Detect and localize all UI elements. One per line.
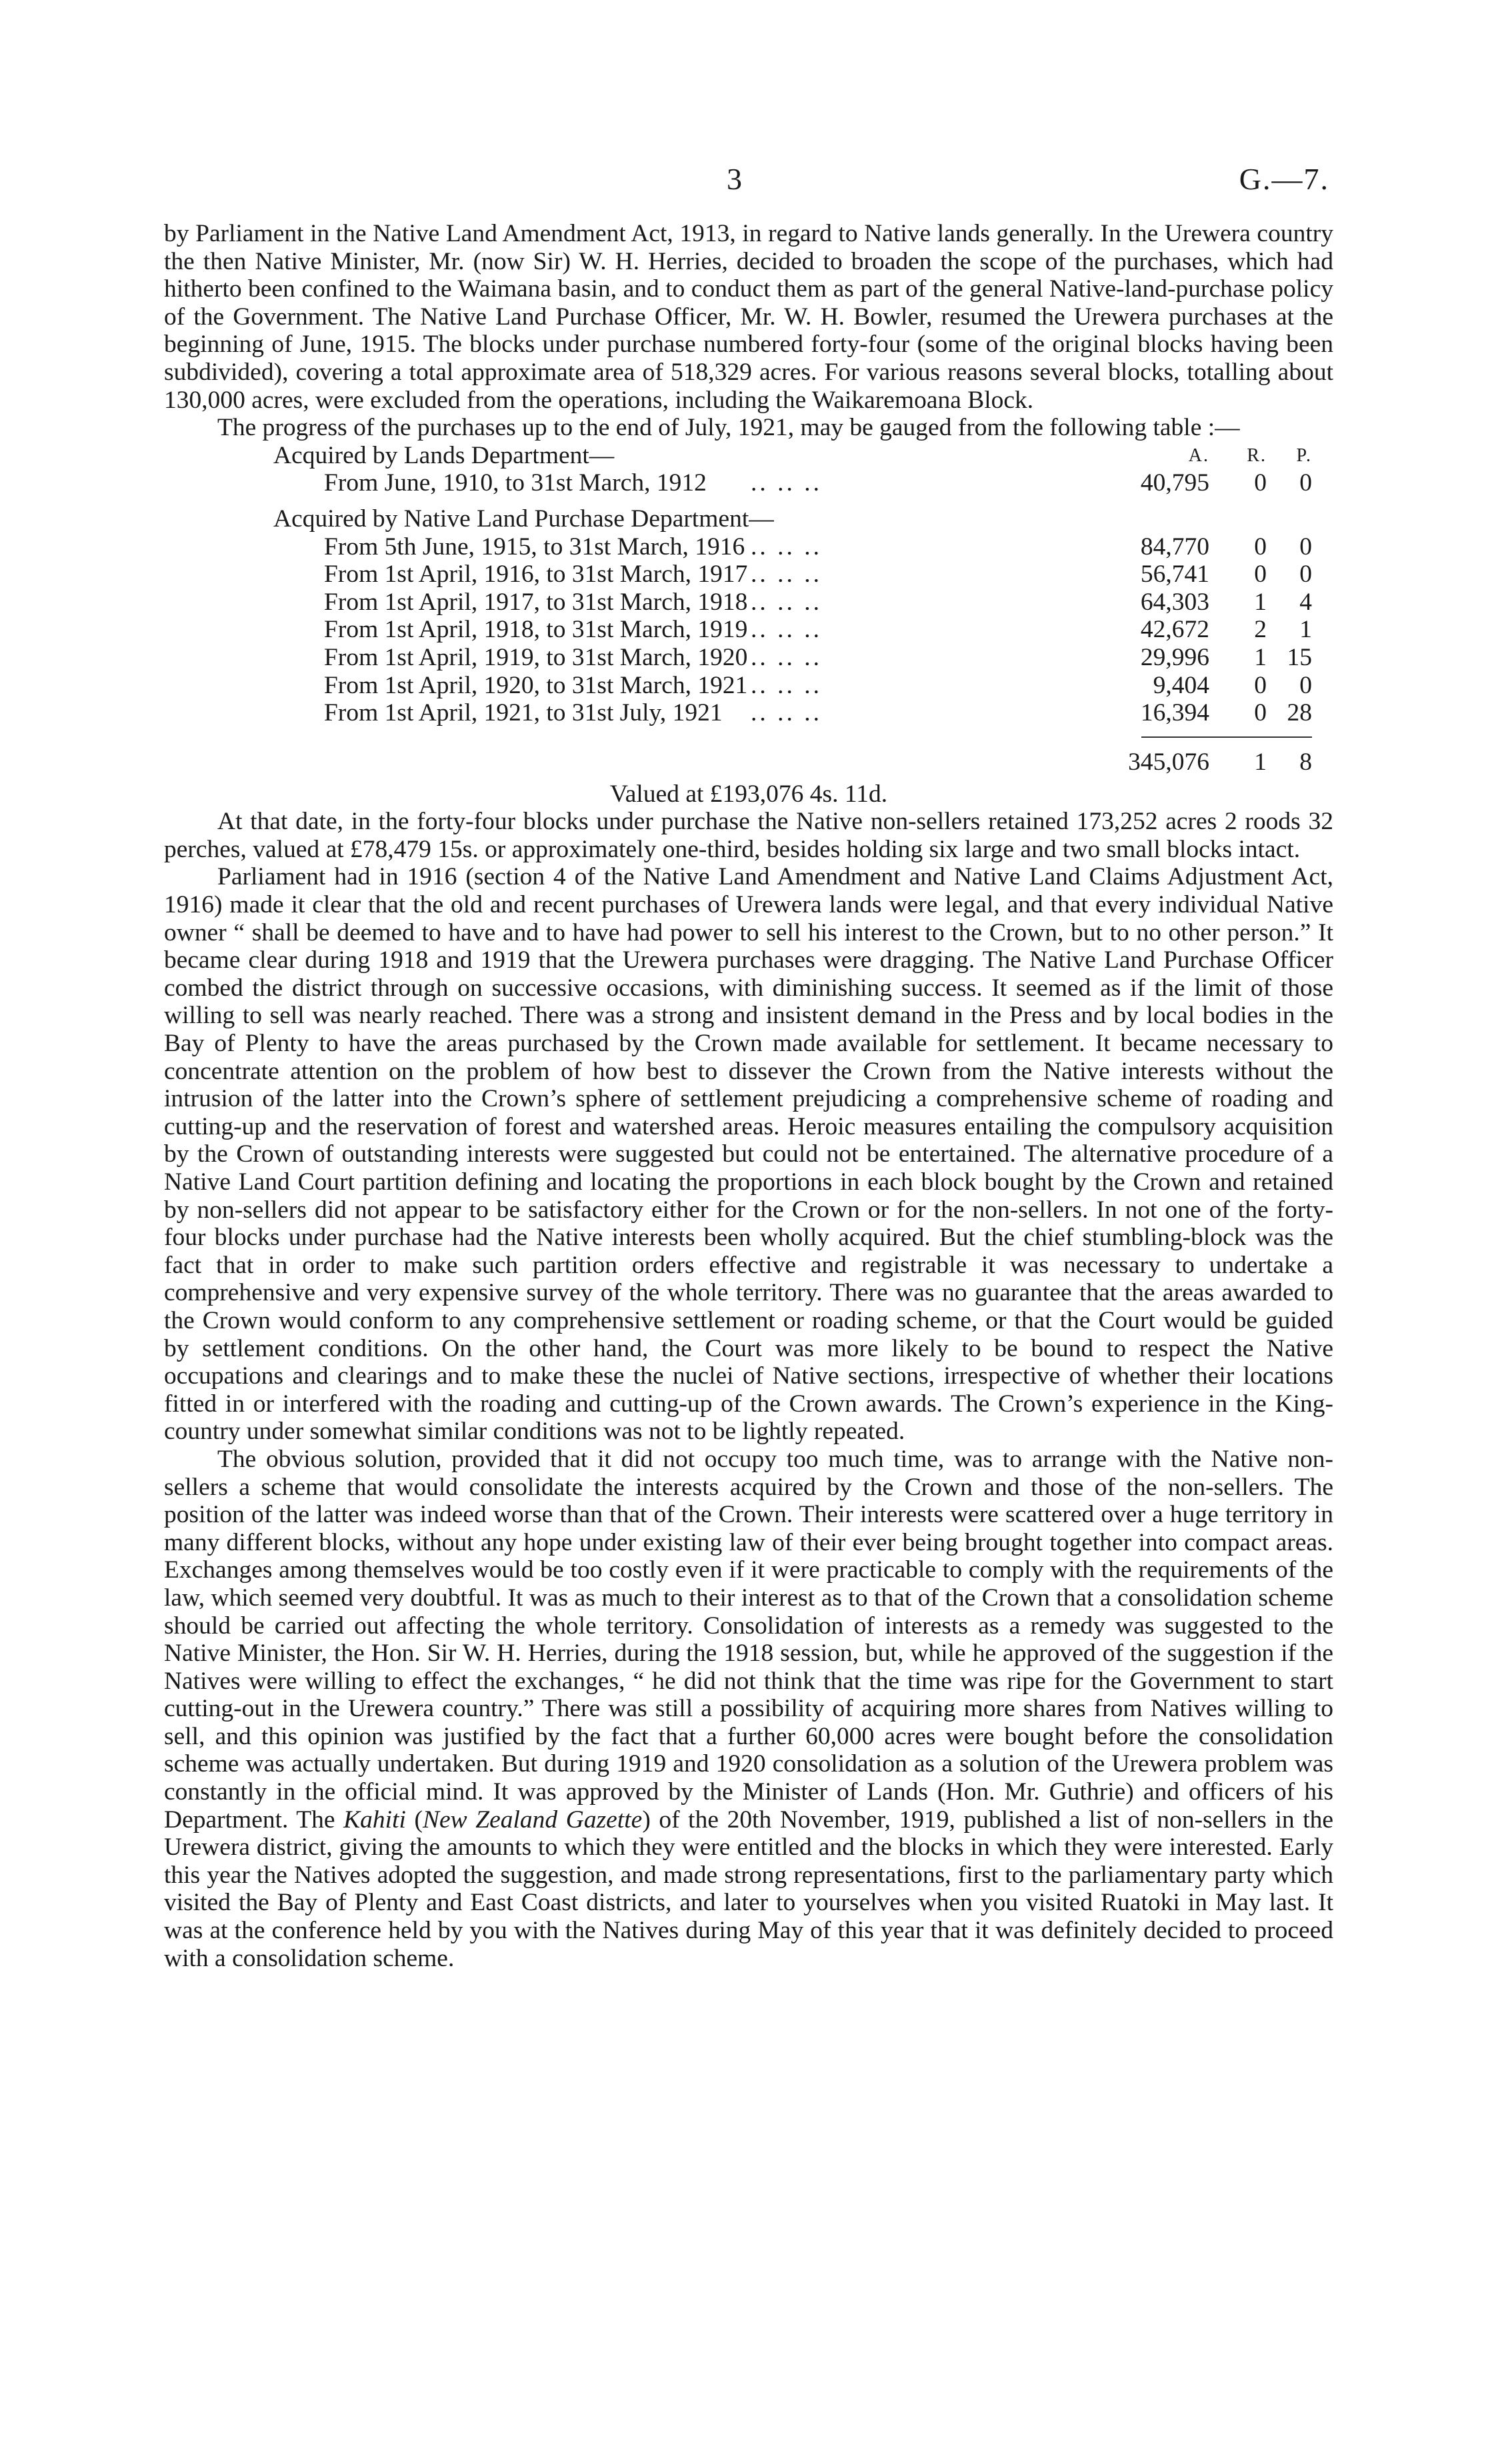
land-acquisition-table (273, 442, 1312, 780)
gazette-title: New Zealand Gazette (423, 1806, 643, 1834)
row-perches: 1 (1299, 616, 1312, 644)
body-text (164, 220, 1333, 1972)
leader-dots: .. .. .. (751, 699, 822, 727)
row-roods: 1 (1254, 643, 1267, 671)
row-period: From June, 1910, to 31st March, 1912 (324, 469, 707, 497)
table-row (273, 616, 1312, 644)
leader-dots: .. .. .. (751, 561, 822, 589)
page-header (0, 161, 1504, 201)
row-period: From 1st April, 1921, to 31st July, 1921 (324, 699, 723, 727)
row-roods: 0 (1254, 469, 1267, 497)
paragraph-solution (164, 1446, 1333, 1972)
total-rule (273, 727, 1312, 746)
kahiti-title: Kahiti (343, 1806, 406, 1834)
table-row (273, 672, 1312, 700)
row-period: From 1st April, 1919, to 31st March, 1920 (324, 643, 748, 671)
paragraph-intro: by Parliament in the Native Land Amendment Act, 1913, in regard to Native lands generally. In the Urewera country the then Native Minister, Mr. (now Sir) W. H. Herries, decided to broaden the scope of the purchases, which had hitherto been confined to the Waimana basin, and to conduct them as part of the general Native-land-purchase policy of the Government. The Native Land Purchase Officer, Mr. W. H. Bowler, resumed the Urewera purchases at the beginning of June, 1915. The blocks under purchase numbered forty-four (some of the original blocks having been subdivided), covering a total approximate area of 518,329 acres. For various reasons several blocks, totalling about 130,000 acres, were excluded from the operations, including the Waikaremoana Block. (164, 220, 1333, 414)
table-total-row (273, 748, 1312, 780)
row-perches: 0 (1299, 533, 1312, 561)
row-acres: 56,741 (1140, 561, 1209, 589)
row-perches: 0 (1299, 561, 1312, 589)
row-acres: 16,394 (1140, 699, 1209, 727)
table-row (273, 533, 1312, 561)
paragraph-progress: The progress of the purchases up to the end of July, 1921, may be gauged from the following table :— (217, 414, 1240, 442)
row-roods: 2 (1254, 616, 1267, 644)
row-roods: 0 (1254, 561, 1267, 589)
leader-dots: .. .. .. (751, 616, 822, 644)
row-roods: 0 (1254, 671, 1267, 699)
table-row (273, 644, 1312, 672)
solution-text-1: The obvious solution, provided that it did not occupy too much time, was to arrange with the Native non-sellers a scheme that would consolidate the interests acquired by the Crown and those of the non-sellers. The position of the latter was indeed worse than that of the Crown. Their interests were scattered over a huge territory in many different blocks, without any hope under existing law of their ever being brought together into compact areas. Exchanges among themselves would be too costly even if it were practicable to comply with the requirements of the law, which seemed very doubtful. It was as much to their interest as to that of the Crown that a consolidation scheme should be carried out affecting the whole territory. Consolidation of interests as a remedy was suggested to the Native Minister, the Hon. Sir W. H. Herries, during the 1918 session, but, while he approved of the suggestion if the Natives were willing to effect the exchanges, “ he did not think that the time was ripe for the Government to start cutting-out in the Urewera country.” There was still a possibility of acquiring more shares from Natives willing to sell, and this opinion was justified by the fact that a further 60,000 acres were bought before the consolidation scheme was actually undertaken. But during 1919 and 1920 consolidation as a solution of the Urewera problem was constantly in the official mind. It was approved by the Minister of Lands (Hon. Mr. Guthrie) and officers of his Department. The (164, 1445, 1333, 1834)
row-perches: 0 (1299, 671, 1312, 699)
leader-dots: .. .. .. (751, 533, 822, 561)
paragraph-non-sellers: At that date, in the forty-four blocks under purchase the Native non-sellers retained 173,252 acres 2 roods 32 perches, valued at £78,479 15s. or approximately one-third, besides holding six large and two small blocks intact. (164, 808, 1333, 863)
page-number: 3 (727, 162, 742, 196)
leader-dots: .. .. .. (751, 588, 822, 616)
total-roods: 1 (1254, 748, 1267, 776)
row-acres: 64,303 (1140, 588, 1209, 616)
column-header-perches: P. (1296, 445, 1312, 466)
total-perches: 8 (1299, 748, 1312, 776)
row-period: From 1st April, 1918, to 31st March, 1919 (324, 616, 748, 644)
table-group-lands-dept (273, 442, 1312, 470)
row-acres: 42,672 (1140, 616, 1209, 644)
group-title-lands-dept: Acquired by Lands Department— (273, 441, 615, 469)
solution-open-paren: ( (405, 1806, 423, 1834)
row-acres: 84,770 (1140, 533, 1209, 561)
solution-text-2: ) of the 20th November, 1919, published a list of non-sellers in the Urewera district, giving the amounts to which they were entitled and the blocks in which they were interested. Early this year the Natives adopted the suggestion, and made strong representations, first to the parliamentary party which visited the Bay of Plenty and East Coast districts, and later to yourselves when you visited Ruatoki in May last. It was at the conference held by you with the Natives during May of this year that it was definitely decided to proceed with a consolidation scheme. (164, 1806, 1334, 1972)
total-acres: 345,076 (1128, 748, 1209, 776)
row-roods: 0 (1254, 533, 1267, 561)
row-acres: 9,404 (1153, 671, 1209, 699)
row-perches: 4 (1299, 588, 1312, 616)
row-period: From 1st April, 1920, to 31st March, 1921 (324, 671, 748, 699)
row-perches: 15 (1287, 643, 1312, 671)
column-header-roods: R. (1247, 445, 1267, 466)
row-perches: 28 (1287, 699, 1312, 727)
paragraph-parliament: Parliament had in 1916 (section 4 of the Native Land Amendment and Native Land Claims Adjustment Act, 1916) made it clear that the old and recent purchases of Urewera lands were legal, and that every individual Native owner “ shall be deemed to have and to have had power to sell his interest to the Crown, but to no other person.” It became clear during 1918 and 1919 that the Urewera purchases were dragging. The Native Land Purchase Officer combed the district through on successive occasions, with diminishing success. It seemed as if the limit of those willing to sell was nearly reached. There was a strong and insistent demand in the Press and by local bodies in the Bay of Plenty to have the areas purchased by the Crown made available for settlement. It became necessary to concentrate attention on the problem of how best to dissever the Crown from the Native interests without the intrusion of the latter into the Crown’s sphere of settlement prejudicing a comprehensive scheme of roading and cutting-up and the reservation of forest and watershed areas. Heroic measures entailing the compulsory acquisition by the Crown of outstanding interests were suggested but could not be entertained. The alternative procedure of a Native Land Court partition defining and locating the proportions in each block bought by the Crown and retained by non-sellers did not appear to be satisfactory either for the Crown or for the non-sellers. In not one of the forty-four blocks under purchase had the Native interests been wholly acquired. But the chief stumbling-block was the fact that in order to make such partition orders effective and registrable it was necessary to undertake a comprehensive and very expensive survey of the whole territory. There was no guarantee that the areas awarded to the Crown would conform to any comprehensive settlement or roading scheme, or that the Court would be guided by settlement conditions. On the other hand, the Court was more likely to be bound to respect the Native occupations and clearings and to make these the nuclei of Native sections, irrespective of whether their locations fitted in or interfered with the roading and cutting-up of the Crown awards. The Crown’s experience in the King-country under somewhat similar conditions was not to be lightly repeated. (164, 863, 1333, 1446)
row-roods: 0 (1254, 699, 1267, 727)
row-period: From 1st April, 1917, to 31st March, 1918 (324, 588, 748, 616)
column-header-acres: A. (1188, 445, 1209, 466)
row-period: From 1st April, 1916, to 31st March, 1917 (324, 561, 748, 589)
table-row (273, 561, 1312, 589)
row-acres: 29,996 (1140, 643, 1209, 671)
valued-at-line: Valued at £193,076 4s. 11d. (609, 780, 888, 808)
leader-dots: .. .. .. (751, 643, 822, 671)
row-acres: 40,795 (1140, 469, 1209, 497)
row-perches: 0 (1299, 469, 1312, 497)
group-title-native-land-purchase: Acquired by Native Land Purchase Department— (273, 505, 774, 533)
row-period: From 5th June, 1915, to 31st March, 1916 (324, 533, 745, 561)
table-row (273, 469, 1312, 497)
document-code: G.—7. (1239, 162, 1329, 196)
leader-dots: .. .. .. (751, 469, 822, 497)
leader-dots: .. .. .. (751, 671, 822, 699)
row-roods: 1 (1254, 588, 1267, 616)
table-row (273, 589, 1312, 616)
table-row (273, 699, 1312, 727)
